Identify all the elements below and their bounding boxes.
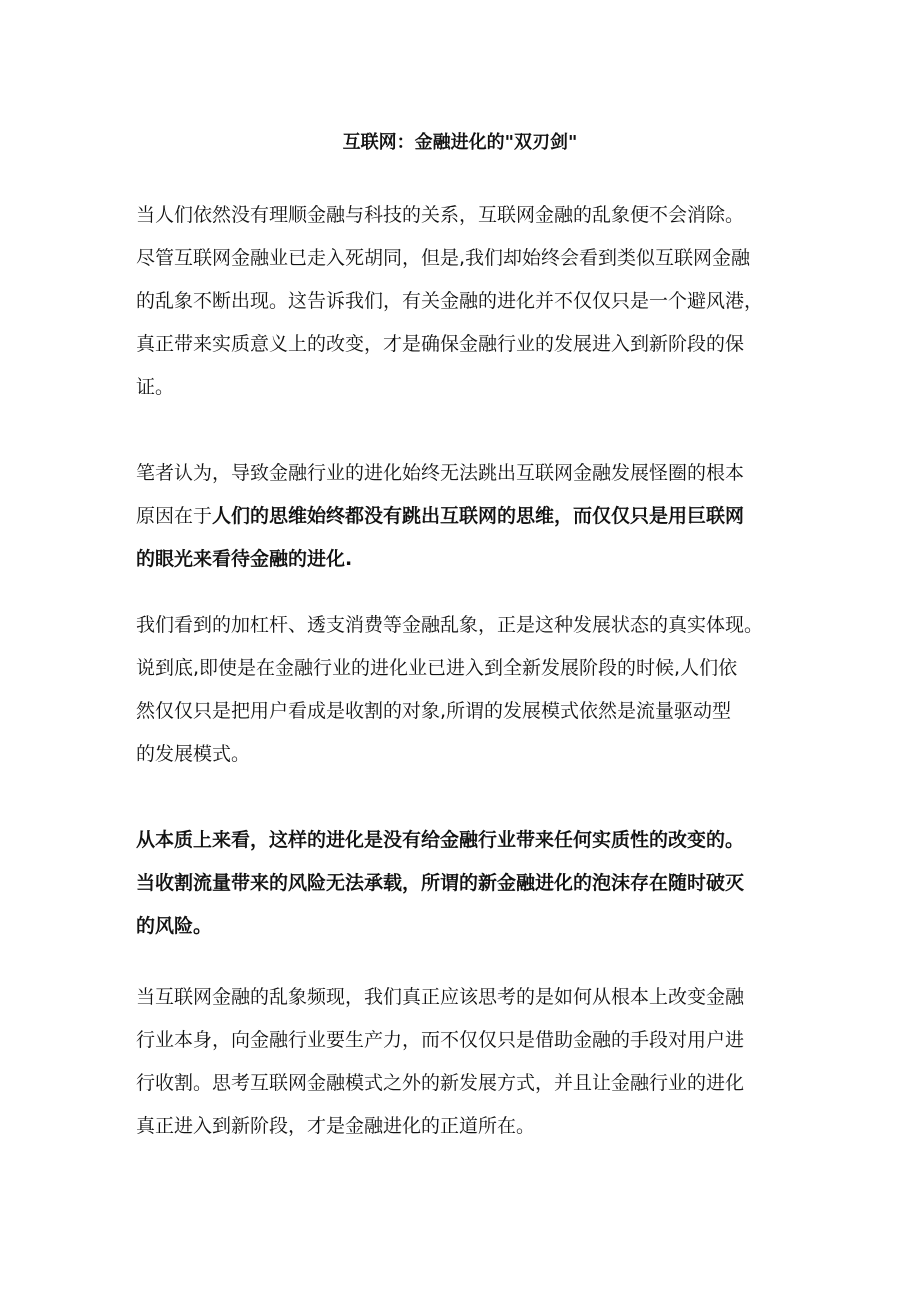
paragraph-line: 尽管互联网金融业已走入死胡同，但是,我们却始终会看到类似互联网金融 [136,247,751,269]
paragraph-line: 当互联网金融的乱象频现，我们真正应该思考的是如何从根本上改变金融 [136,986,745,1008]
paragraph-5 [136,976,796,1148]
paragraph-4-bold [136,819,796,948]
paragraph-2 [136,452,796,581]
normal-text-run: 原因在于 [136,505,213,527]
paragraph-3 [136,604,796,776]
paragraph-line: 行业本身，向金融行业要生产力，而不仅仅只是借助金融的手段对用户进 [136,1029,745,1051]
paragraph-line-mixed [136,495,796,538]
paragraph-line: 笔者认为，导致金融行业的进化始终无法跳出互联网金融发展怪圈的根本 [136,462,745,484]
paragraph-line-bold: 当收割流量带来的风险无法承载，所谓的新金融进化的泡沫存在随时破灭 [136,872,745,894]
paragraph-line: 的发展模式。 [136,743,251,765]
paragraph-line: 真正进入到新阶段，才是金融进化的正道所在。 [136,1115,536,1137]
paragraph-line-bold: 从本质上来看，这样的进化是没有给金融行业带来任何实质性的改变的。 [136,829,745,851]
paragraph-line: 真正带来实质意义上的改变，才是确保金融行业的发展进入到新阶段的保 [136,333,745,355]
paragraph-line: 的乱象不断出现。这告诉我们，有关金融的进化并不仅仅只是一个避风港， [136,290,764,312]
paragraph-line-bold: 的风险。 [136,915,213,937]
paragraph-line: 行收割。思考互联网金融模式之外的新发展方式，并且让金融行业的进化 [136,1072,745,1094]
paragraph-line: 我们看到的加杠杆、透支消费等金融乱象，正是这种发展状态的真实体现。 [136,614,764,636]
paragraph-line-bold: 的眼光来看待金融的进化. [136,548,353,570]
bold-text-run: 人们的思维始终都没有跳出互联网的思维，而仅仅只是用巨联网 [212,505,745,527]
paragraph-line: 当人们依然没有理顺金融与科技的关系，互联网金融的乱象便不会消除。 [136,204,745,226]
paragraph-line: 证。 [136,376,175,398]
paragraph-line: 说到底,即使是在金融行业的进化业已进入到全新发展阶段的时候,人们依 [136,657,738,679]
paragraph-1 [136,194,796,409]
document-title: 互联网：金融进化的"双刃剑" [342,132,578,153]
paragraph-line: 然仅仅只是把用户看成是收割的对象,所谓的发展模式依然是流量驱动型 [136,700,732,722]
